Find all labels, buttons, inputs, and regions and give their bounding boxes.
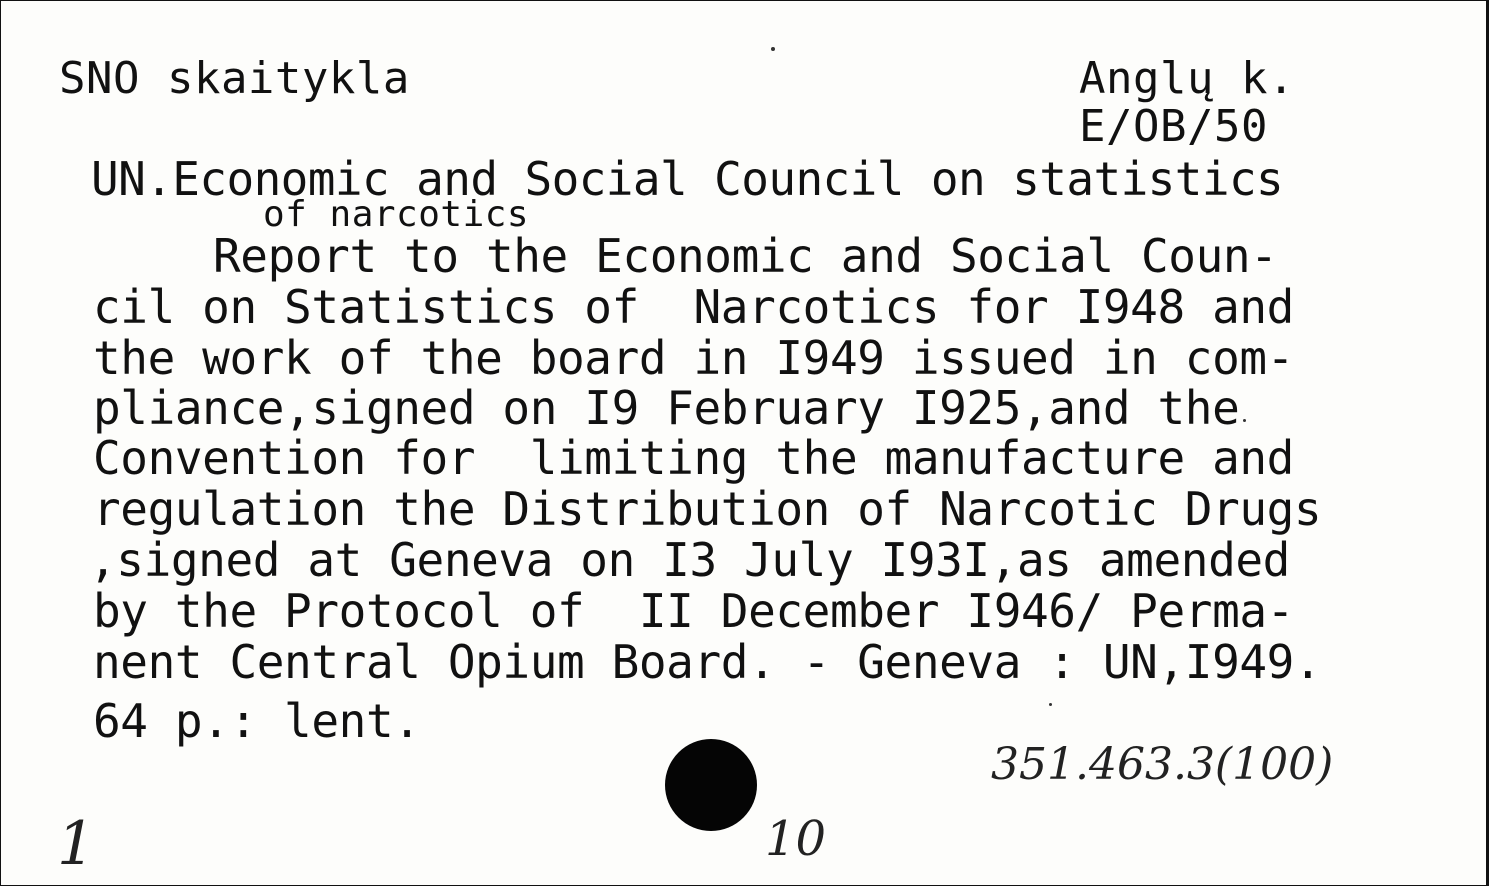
- body-line: by the Protocol of II December I946/ Perma-: [93, 584, 1294, 638]
- call-number: E/OB/50: [1079, 101, 1268, 152]
- speck: [1243, 419, 1246, 422]
- title-line-2: of narcotics: [263, 194, 530, 235]
- body-line: the work of the board in I949 issued in com-: [93, 331, 1294, 385]
- punch-hole: [665, 739, 757, 831]
- handwritten-corner-mark: 1: [57, 809, 96, 879]
- body-line: pliance,signed on I9 February I925,and the: [93, 381, 1240, 435]
- title-line-1: UN.Economic and Social Council on statistics: [91, 152, 1284, 206]
- body-line: Report to the Economic and Social Coun-: [213, 229, 1278, 283]
- body-line: nent Central Opium Board. - Geneva : UN,I949.: [93, 635, 1322, 689]
- body-line: 64 p.: lent.: [93, 694, 421, 748]
- body-line: Convention for limiting the manufacture and: [93, 431, 1294, 485]
- body-line: ,signed at Geneva on I3 July I93I,as amended: [89, 533, 1290, 587]
- body-line: cil on Statistics of Narcotics for I948 and: [93, 280, 1294, 334]
- handwritten-classification: 351.463.3(100): [991, 739, 1334, 790]
- body-line: regulation the Distribution of Narcotic Drugs: [93, 482, 1322, 536]
- language-label: Anglų k.: [1079, 53, 1295, 104]
- speck: [1049, 703, 1052, 706]
- speck: [771, 47, 775, 51]
- handwritten-number: 10: [765, 811, 827, 867]
- library-name: SNO skaitykla: [59, 53, 410, 104]
